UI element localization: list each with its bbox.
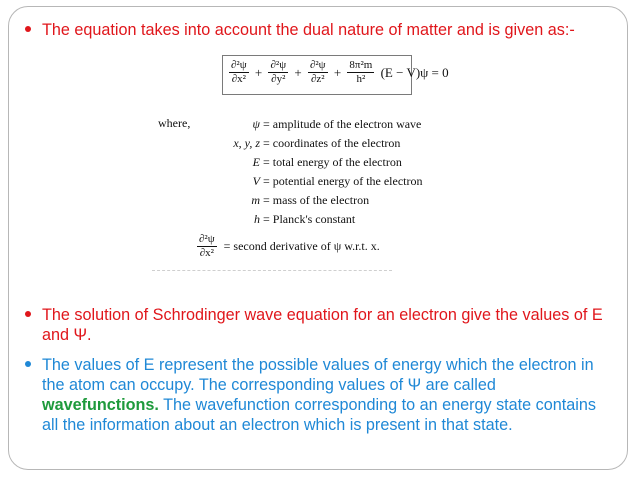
definition-second-derivative: $\frac{\text{∂²ψ}}{\text{∂x²}}$ = second derivative of ψ w.r.t. x. bbox=[199, 233, 380, 259]
where-label: where, bbox=[158, 116, 191, 130]
bullet-text: The solution of Schrodinger wave equation for an electron give the values of E and Ψ. bbox=[42, 306, 603, 344]
term-d2psi-dz2: $\frac{\text{∂²ψ}}{\text{∂z²}}$ bbox=[309, 59, 326, 85]
bullet-dot bbox=[25, 361, 31, 367]
term-d2psi-dy2: $\frac{\text{∂²ψ}}{\text{∂y²}}$ bbox=[270, 59, 287, 85]
bullet-text: The values of E represent the possible values of energy which the electron in the atom can occupy. The corresponding values of Ψ are called wavefunctions. The wavefunction corresponding to an energy state contains all the information about an electron which is present in that state. bbox=[42, 356, 596, 434]
definition-row: m = mass of the electron bbox=[251, 193, 370, 207]
bullet-wavefunctions bbox=[25, 355, 615, 435]
term-8pi2m-h2: $\frac{\text{8π²m}}{\text{h²}}$ bbox=[349, 59, 373, 85]
bullet-dot bbox=[25, 26, 31, 32]
image-bottom-edge bbox=[152, 268, 392, 271]
term-d2psi-dx2: $\frac{\text{∂²ψ}}{\text{∂x²}}$ bbox=[231, 59, 247, 85]
wavefunctions-emphasis: wavefunctions. bbox=[42, 396, 159, 414]
bullet-equation-intro bbox=[25, 20, 615, 40]
variable-definitions bbox=[150, 110, 423, 275]
bullet-dot bbox=[25, 311, 31, 317]
bullet-text: The equation takes into account the dual nature of matter and is given as:- bbox=[42, 21, 575, 39]
bullet-solution bbox=[25, 305, 615, 345]
definition-row: E = total energy of the electron bbox=[252, 155, 402, 169]
schrodinger-equation: $\frac{\text{∂²ψ}}{\text{∂x²}}$ + $\frac{\text{∂²ψ}}{\text{∂y²}}$ + $\frac{\text{∂²ψ}}{\text{∂z²}}$ + $\frac{\text{8π²m}}{\text{h²}}$ (E − V)ψ = 0 bbox=[222, 55, 412, 95]
definition-row: ψ = amplitude of the electron wave bbox=[252, 117, 422, 131]
definition-row: V = potential energy of the electron bbox=[252, 174, 423, 188]
definition-row: x, y, z = coordinates of the electron bbox=[233, 136, 401, 150]
equation-tail: (E − V)ψ = 0 bbox=[380, 64, 449, 80]
definition-row: h = Planck's constant bbox=[254, 212, 356, 226]
